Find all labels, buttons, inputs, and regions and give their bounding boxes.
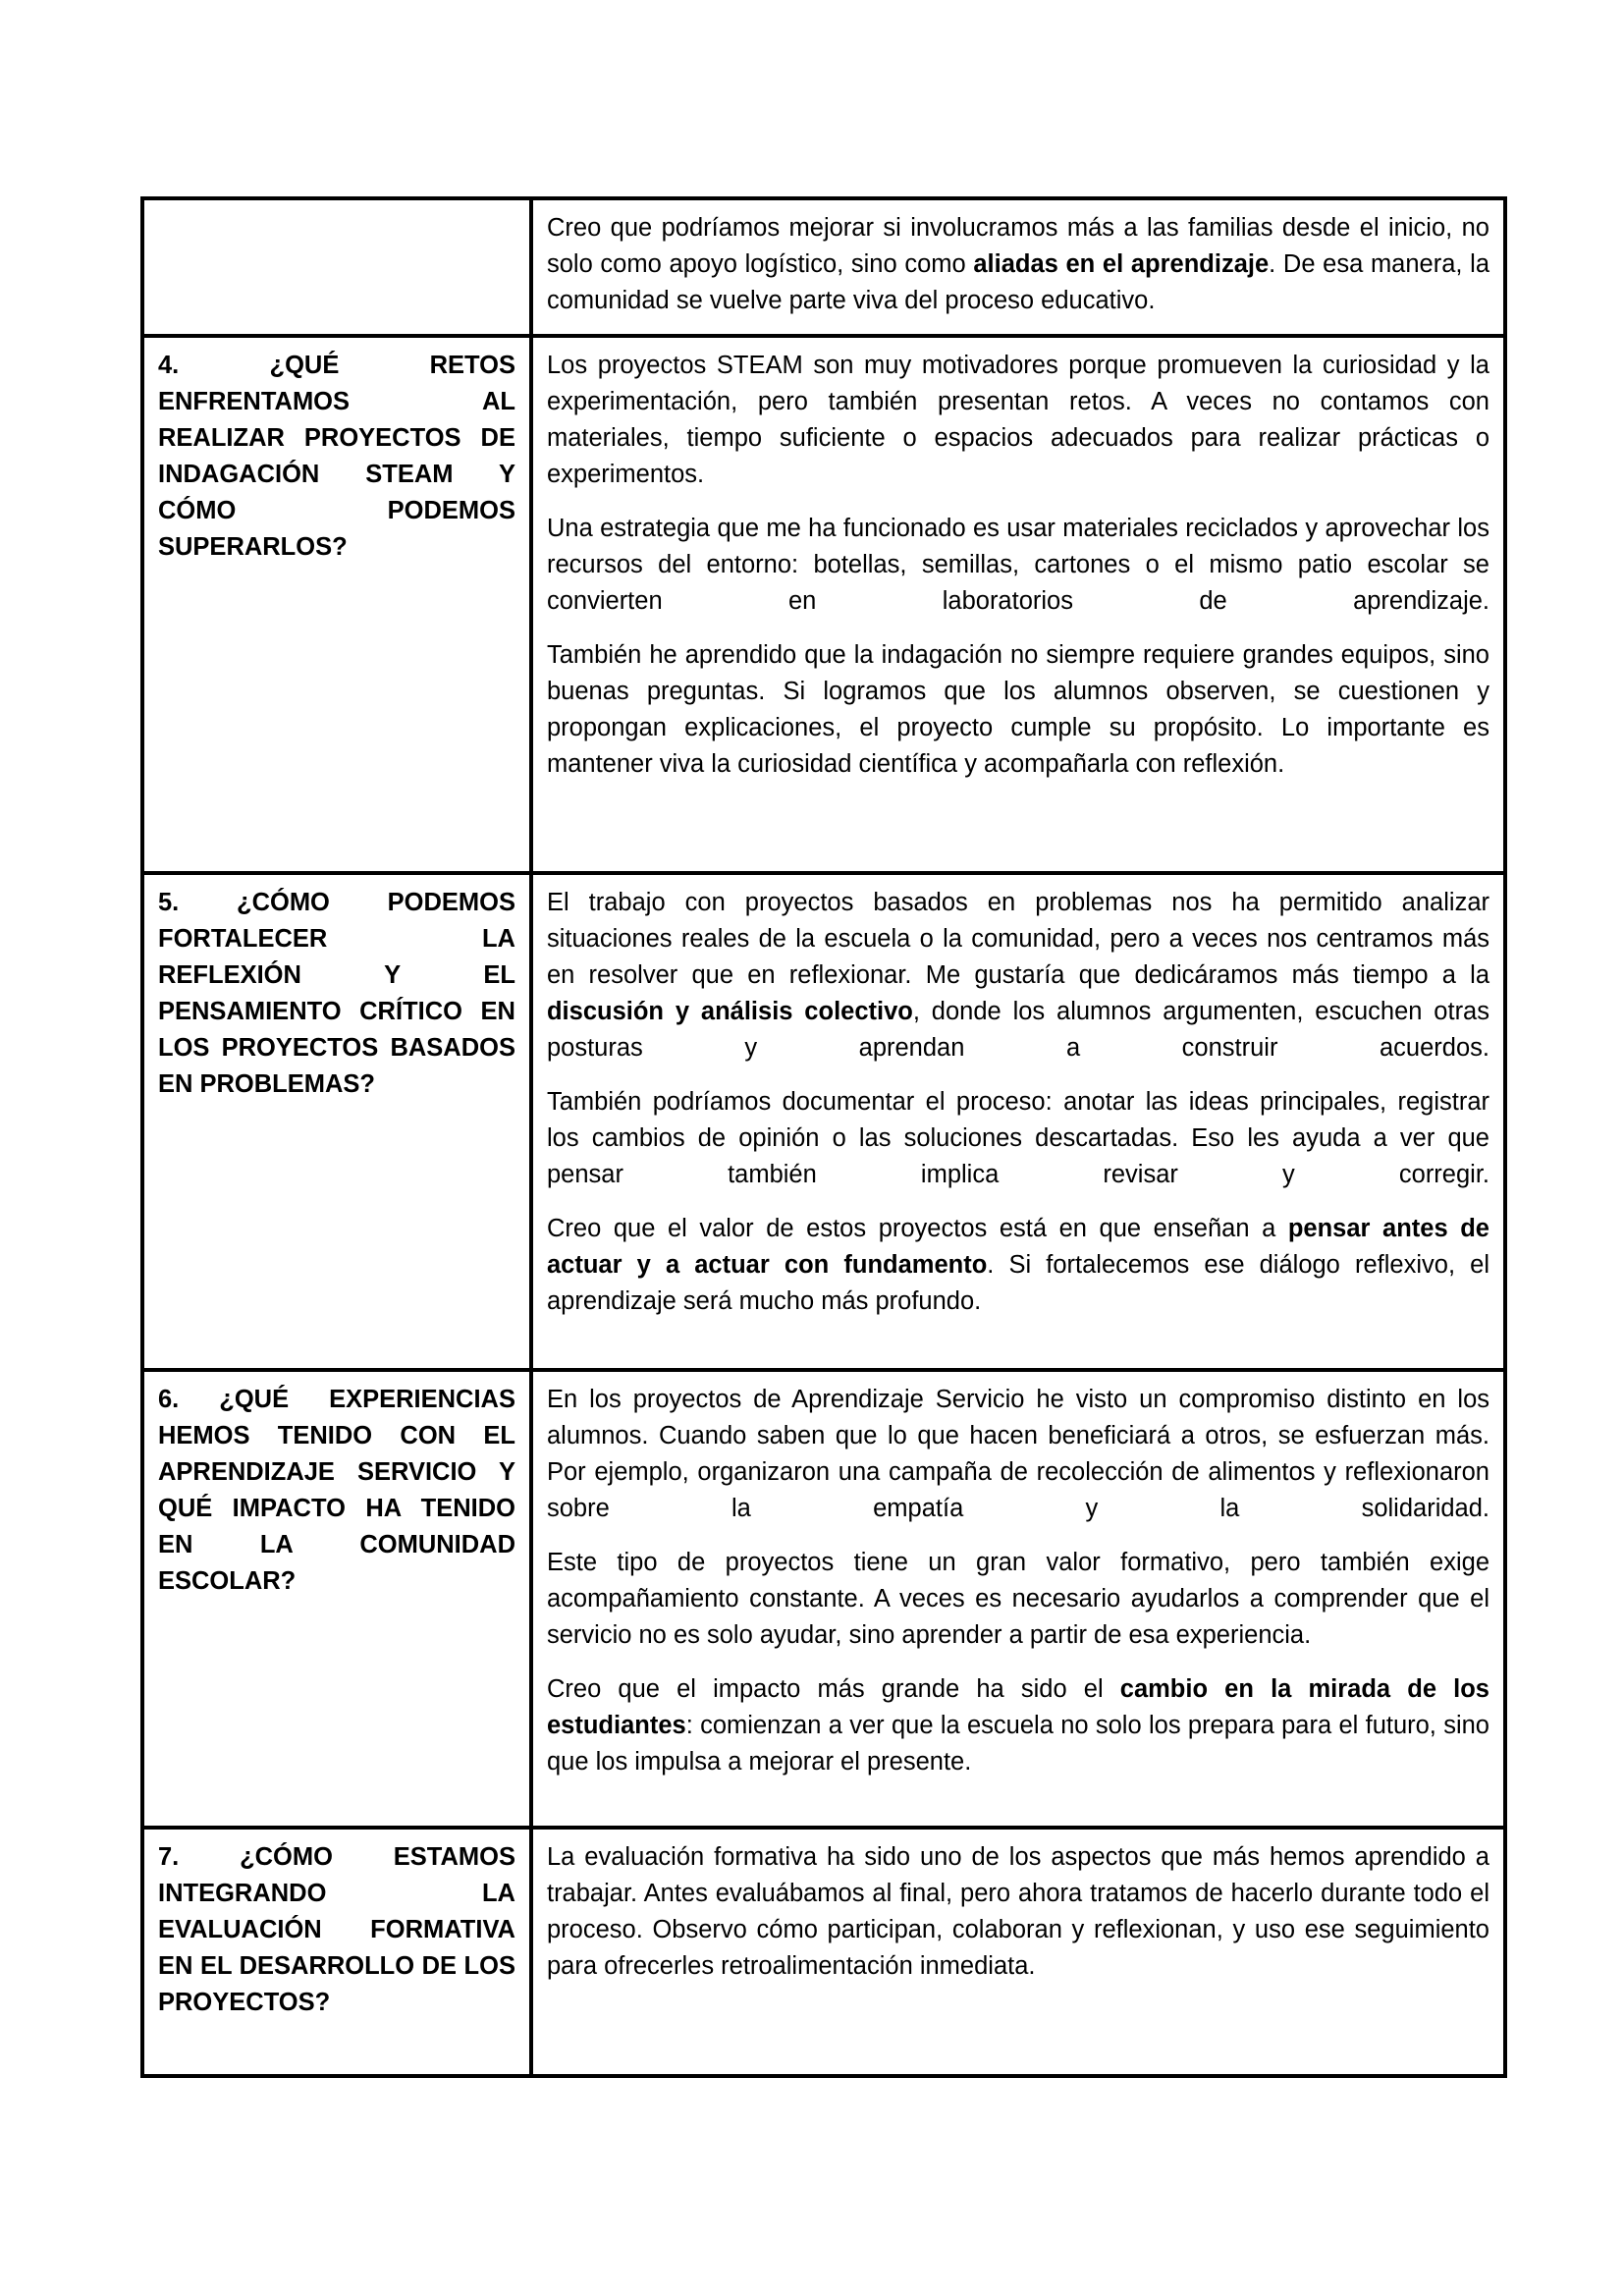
- questions-table: [140, 196, 1507, 2078]
- question-line: CÓMO PODEMOS: [158, 497, 515, 524]
- text: En los proyectos de Aprendizaje Servicio he visto un compromiso distinto en los alumnos. Cuando saben que lo que hacen beneficiará a otros, se esfuerzan más. Por ejemplo, organizaron una campaña de recolección de alimentos y reflexionaron sobre la empatía y la solidaridad.: [546, 1386, 1489, 1522]
- question-line: REALIZAR PROYECTOS DE: [158, 424, 515, 452]
- question-line: EVALUACIÓN FORMATIVA: [158, 1916, 515, 1943]
- answer-cell: [531, 336, 1505, 873]
- table-row: [142, 873, 1505, 1370]
- answer-paragraph: [547, 1382, 1489, 1527]
- text: Creo que podríamos mejorar si involucramos más a las familias desde el inicio, no solo como apoyo logístico, sino como: [546, 214, 1489, 278]
- question-line: PENSAMIENTO CRÍTICO EN: [158, 998, 515, 1025]
- answer-cell: [531, 873, 1505, 1370]
- answer-paragraph: [547, 1545, 1489, 1654]
- text: También podríamos documentar el proceso: anotar las ideas principales, registrar los cambios de opinión o las soluciones descartadas. Eso les ayuda a ver que pensar también implica revisar y corregir.: [546, 1088, 1489, 1188]
- answer-paragraph: [547, 210, 1489, 319]
- answer-paragraph: [547, 511, 1489, 620]
- question-line: EN EL DESARROLLO DE LOS: [158, 1952, 515, 1980]
- table-row: [142, 1370, 1505, 1828]
- question-line: INDAGACIÓN STEAM Y: [158, 461, 515, 488]
- answer-paragraph: [547, 885, 1489, 1066]
- question-line: 5. ¿CÓMO PODEMOS: [158, 889, 515, 916]
- text: : comienzan a ver que la escuela no solo los prepara para el futuro, sino que los impulsa a mejorar el presente.: [546, 1712, 1489, 1776]
- bold-text: aliadas en el aprendizaje: [973, 250, 1270, 278]
- question-line: 7. ¿CÓMO ESTAMOS: [158, 1843, 515, 1871]
- text: También he aprendido que la indagación no siempre requiere grandes equipos, sino buenas preguntas. Si logramos que los alumnos observen, se cuestionen y propongan explicaciones, el proyecto cumple su propósito. Lo importante es mantener viva la curiosidad científica y acompañarla con reflexión.: [546, 641, 1489, 778]
- question-line: FORTALECER LA: [158, 925, 515, 953]
- answer-paragraph: [547, 1084, 1489, 1193]
- question-line: ESCOLAR?: [158, 1567, 297, 1595]
- question-cell: [142, 1370, 531, 1828]
- question-line: ENFRENTAMOS AL: [158, 388, 515, 415]
- answer-paragraph: [547, 348, 1489, 493]
- question-line: EN PROBLEMAS?: [158, 1070, 376, 1098]
- question-line: LOS PROYECTOS BASADOS: [158, 1034, 515, 1062]
- question-cell: [142, 1828, 531, 2076]
- bold-text: pensar antes de actuar y a actuar con fundamento: [546, 1215, 1489, 1279]
- answer-cell: [531, 1370, 1505, 1828]
- text: Este tipo de proyectos tiene un gran valor formativo, pero también exige acompañamiento constante. A veces es necesario ayudarlos a comprender que el servicio no es solo ayudar, sino aprender a partir de esa experiencia.: [546, 1549, 1489, 1649]
- question-line: REFLEXIÓN Y EL: [158, 961, 515, 989]
- question-line: INTEGRANDO LA: [158, 1880, 515, 1907]
- question-cell: [142, 873, 531, 1370]
- text: Una estrategia que me ha funcionado es usar materiales reciclados y aprovechar los recursos del entorno: botellas, semillas, cartones o el mismo patio escolar se convierten en laboratorios de aprendizaje.: [546, 515, 1489, 615]
- answer-paragraph: [547, 1839, 1489, 1985]
- question-line: PROYECTOS?: [158, 1989, 331, 2016]
- table-body: [142, 198, 1505, 2076]
- answer-paragraph: [547, 637, 1489, 783]
- question-cell: [142, 336, 531, 873]
- bold-text: cambio en la mirada de los estudiantes: [546, 1675, 1489, 1739]
- question-line: APRENDIZAJE SERVICIO Y: [158, 1458, 515, 1486]
- question-line: HEMOS TENIDO CON EL: [158, 1422, 515, 1449]
- table-row: [142, 336, 1505, 873]
- question-line: 4. ¿QUÉ RETOS: [158, 352, 515, 379]
- bold-text: discusión y análisis colectivo: [546, 998, 913, 1025]
- text: . De esa manera, la comunidad se vuelve parte viva del proceso educativo.: [546, 250, 1490, 314]
- text: El trabajo con proyectos basados en problemas nos ha permitido analizar situaciones reales de la escuela o la comunidad, pero a veces nos centramos más en resolver que en reflexionar. Me gustaría que dedicáramos más tiempo a la: [546, 889, 1489, 989]
- question-line: SUPERARLOS?: [158, 533, 348, 561]
- table-row: [142, 198, 1505, 336]
- text: Los proyectos STEAM son muy motivadores porque promueven la curiosidad y la experimentación, pero también presentan retos. A veces no contamos con materiales, tiempo suficiente o espacios adecuados para realizar prácticas o experimentos.: [546, 352, 1489, 488]
- text: . Si fortalecemos ese diálogo reflexivo, el aprendizaje será mucho más profundo.: [546, 1251, 1489, 1315]
- answer-cell: [531, 198, 1505, 336]
- question-line: QUÉ IMPACTO HA TENIDO: [158, 1495, 515, 1522]
- question-line: EN LA COMUNIDAD: [158, 1531, 515, 1558]
- answer-paragraph: [547, 1211, 1489, 1320]
- question-line: 6. ¿QUÉ EXPERIENCIAS: [158, 1386, 515, 1413]
- text: La evaluación formativa ha sido uno de los aspectos que más hemos aprendido a trabajar. Antes evaluábamos al final, pero ahora tratamos de hacerlo durante todo el proceso. Observo cómo participan, colaboran y reflexionan, y uso ese seguimiento para ofrecerles retroalimentación inmediata.: [546, 1843, 1489, 1980]
- text: , donde los alumnos argumenten, escuchen otras posturas y aprendan a construir acuerdos.: [546, 998, 1489, 1062]
- answer-paragraph: [547, 1671, 1489, 1780]
- question-cell: [142, 198, 531, 336]
- text: Creo que el impacto más grande ha sido el: [546, 1675, 1120, 1703]
- answer-cell: [531, 1828, 1505, 2076]
- text: Creo que el valor de estos proyectos está en que enseñan a: [546, 1215, 1288, 1242]
- table-row: [142, 1828, 1505, 2076]
